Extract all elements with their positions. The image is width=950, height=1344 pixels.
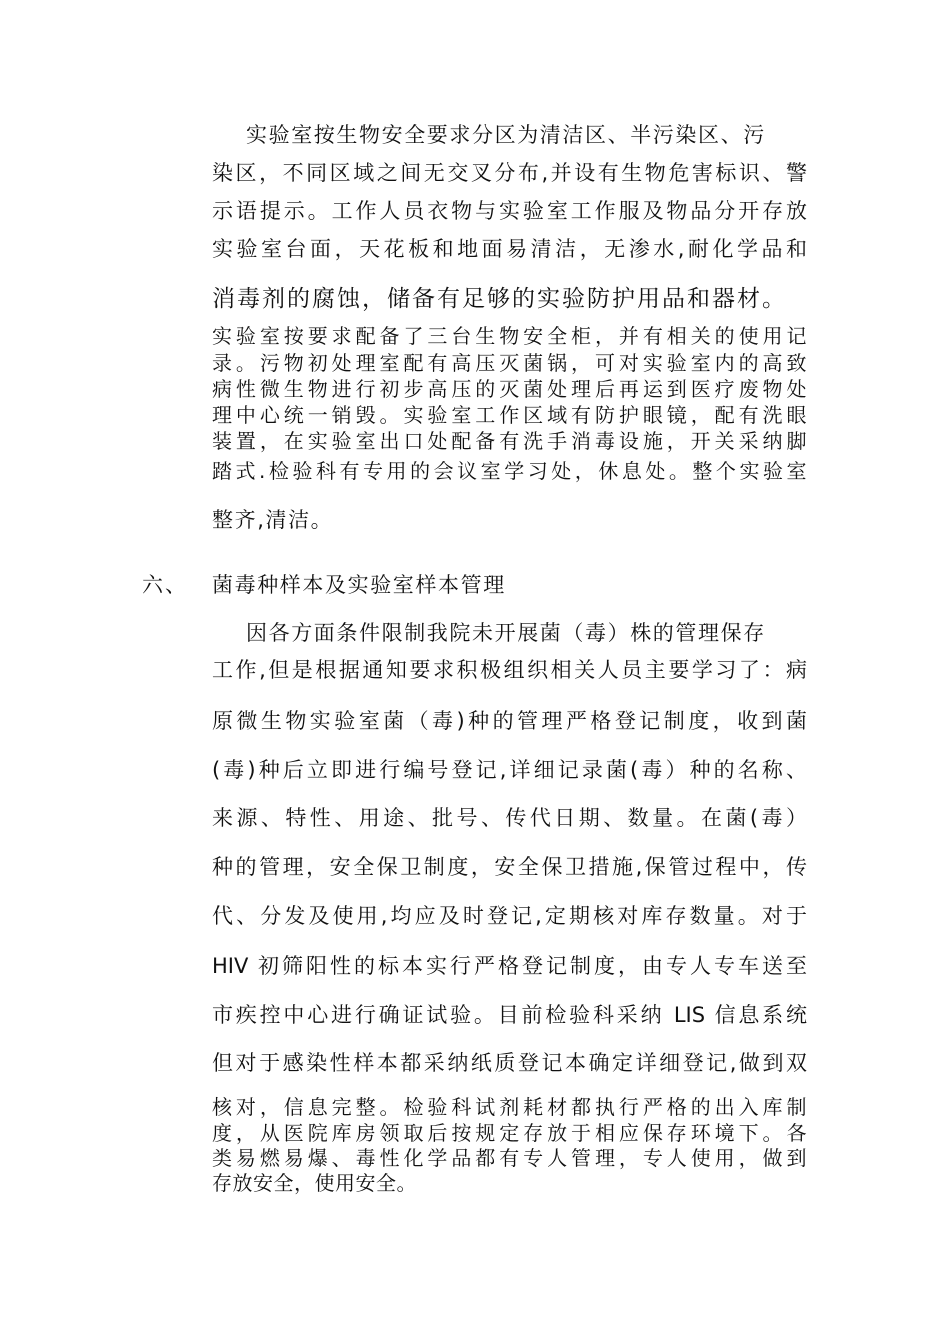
p2-line-2: 工作,但是根据通知要求积极组织相关人员主要学习了：病 [212,658,807,682]
p2-line-10: 但对于感染性样本都采纳纸质登记本确定详细登记,做到双 [212,1051,807,1075]
p2-line-13: 类易燃易爆、毒性化学品都有专人管理，专人使用，做到 [212,1146,807,1170]
p2-line-9: 市疾控中心进行确证试验。目前检验科采纳 LIS 信息系统 [212,1003,807,1027]
p1-line-12: 整齐,清洁。 [212,508,334,532]
p1-line-6: 实验室按要求配备了三台生物安全柜，并有相关的使用记 [212,324,807,348]
p1-line-2: 染区，不同区域之间无交叉分布,并设有生物危害标识、警 [212,161,807,185]
p2-line-8: HIV 初筛阳性的标本实行严格登记制度，由专人专车送至 [212,954,807,978]
p1-line-3: 示语提示。工作人员衣物与实验室工作服及物品分开存放 [212,199,807,223]
p1-line-8: 病性微生物进行初步高压的灭菌处理后再运到医疗废物处 [212,377,807,401]
p2-line-3: 原微生物实验室菌（毒)种的管理严格登记制度，收到菌 [212,709,807,733]
p2-line-6: 种的管理，安全保卫制度，安全保卫措施,保管过程中，传 [212,855,807,879]
p2-line-1: 因各方面条件限制我院未开展菌（毒）株的管理保存 [246,621,766,645]
p2-line-11: 核对，信息完整。检验科试剂耗材都执行严格的出入库制 [212,1095,807,1119]
p2-line-14: 存放安全，使用安全。 [212,1171,417,1195]
section-title: 菌毒种样本及实验室样本管理 [212,573,506,597]
p1-line-10: 装置，在实验室出口处配备有洗手消毒设施，开关采纳脚 [212,429,807,453]
p2-line-12: 度，从医院库房领取后按规定存放于相应保存环境下。各 [212,1121,807,1145]
p2-line-7: 代、分发及使用,均应及时登记,定期核对库存数量。对于 [212,904,807,928]
p1-line-9: 理中心统一销毁。实验室工作区域有防护眼镜，配有洗眼 [212,403,807,427]
p1-line-4: 实验室台面，天花板和地面易清洁，无渗水,耐化学品和 [212,237,807,261]
p1-line-7: 录。污物初处理室配有高压灭菌锅，可对实验室内的高致 [212,351,807,375]
section-number: 六、 [142,573,188,597]
p1-line-5: 消毒剂的腐蚀，储备有足够的实验防护用品和器材。 [212,286,787,312]
p1-line-11: 踏式.检验科有专用的会议室学习处，休息处。整个实验室 [212,459,807,483]
p1-line-1: 实验室按生物安全要求分区为清洁区、半污染区、污 [246,123,766,147]
p2-line-5: 来源、特性、用途、批号、传代日期、数量。在菌(毒） [212,806,807,830]
p2-line-4: (毒)种后立即进行编号登记,详细记录菌(毒）种的名称、 [212,758,807,782]
